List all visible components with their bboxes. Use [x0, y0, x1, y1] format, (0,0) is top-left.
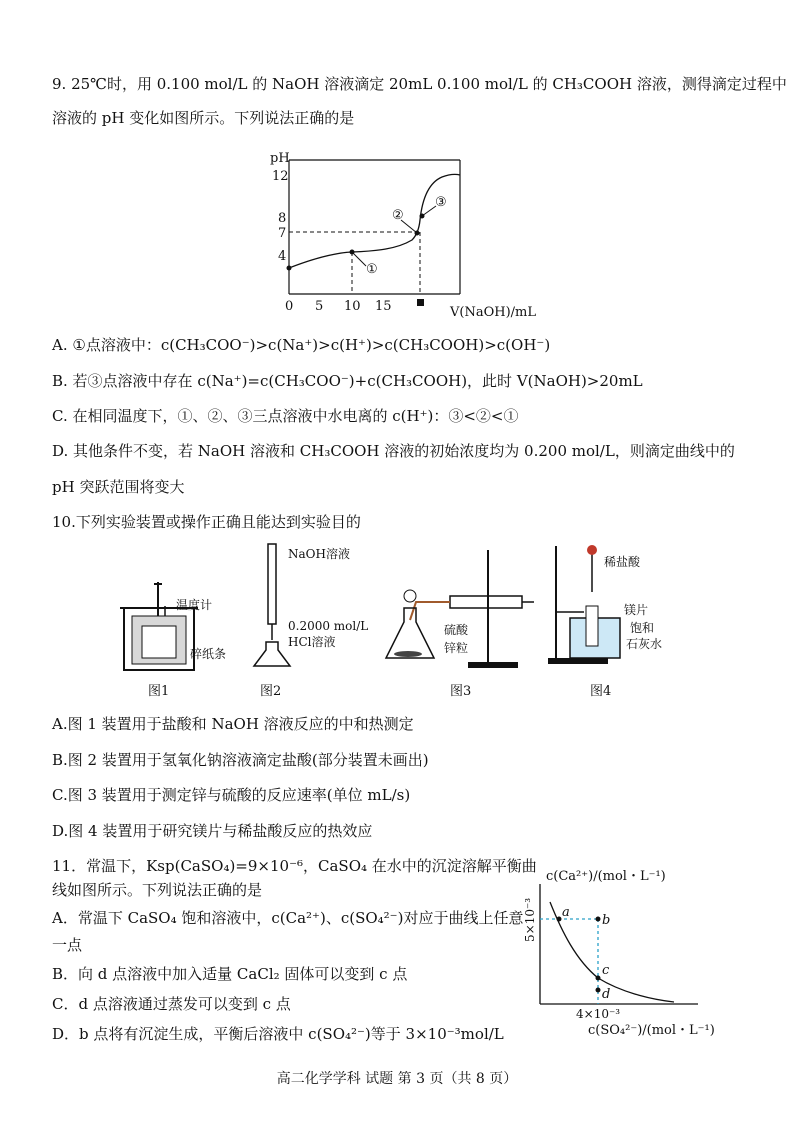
q10-option-c: C.图 3 装置用于测定锌与硫酸的反应速率(单位 mL/s): [52, 786, 411, 804]
q11-label-c: c: [602, 963, 610, 978]
q10-option-b: B.图 2 装置用于氢氧化钠溶液滴定盐酸(部分装置未画出): [52, 751, 429, 769]
q9-label-1: ①: [366, 262, 378, 277]
q11-stem-line1: 11．常温下，Ksp(CaSO₄)=9×10⁻⁶，CaSO₄ 在水中的沉淀溶解平衡曲: [52, 857, 537, 875]
q11-option-a-line1: A．常温下 CaSO₄ 饱和溶液中，c(Ca²⁺)、c(SO₄²⁻)对应于曲线上任意: [52, 909, 524, 927]
q11-label-b: b: [602, 913, 611, 928]
q9-x-tick-15: 15: [375, 299, 392, 314]
q11-label-d: d: [602, 987, 611, 1002]
fig3-label-acid: 硫酸: [444, 623, 469, 637]
q10-stem: 10.下列实验装置或操作正确且能达到实验目的: [52, 513, 361, 531]
fig1-label-paper: 碎纸条: [190, 647, 227, 661]
q9-y-tick-12: 12: [272, 169, 289, 184]
q9-y-axis-label: pH: [270, 151, 290, 166]
q10-option-d: D.图 4 装置用于研究镁片与稀盐酸反应的热效应: [52, 822, 373, 840]
fig4-label-sat2: 石灰水: [626, 637, 663, 651]
q11-option-c: C．d 点溶液通过蒸发可以变到 c 点: [52, 995, 291, 1013]
q11-stem-line2: 线如图所示。下列说法正确的是: [52, 881, 263, 899]
q9-titration-chart: [262, 146, 542, 324]
fig3-rate-apparatus: [386, 550, 534, 699]
q9-label-2: ②: [392, 208, 404, 223]
q11-point-c: [596, 976, 601, 981]
fig4-label-sat1: 饱和: [630, 621, 655, 635]
q9-option-d-line2: pH 突跃范围将变大: [52, 478, 185, 496]
page-footer: 高二化学学科 试题 第 3 页（共 8 页）: [276, 1071, 518, 1087]
fig2-label-naoh: NaOH溶液: [288, 547, 350, 561]
q9-label-3: ③: [435, 195, 447, 210]
q11-point-b: [596, 917, 601, 922]
fig2-caption: 图2: [260, 684, 282, 699]
q9-y-tick-8: 8: [278, 211, 287, 226]
q9-leader-3: [422, 206, 436, 216]
q11-point-d: [596, 988, 601, 993]
q11-option-b: B．向 d 点溶液中加入适量 CaCl₂ 固体可以变到 c 点: [52, 965, 408, 983]
fig4-label-hcl: 稀盐酸: [604, 555, 641, 569]
q9-titration-curve: [289, 174, 460, 268]
q9-leader-1: [352, 252, 366, 266]
fig2-label-conc: 0.2000 mol/L: [288, 619, 369, 633]
q11-y-tick: 5×10⁻³: [523, 897, 537, 942]
q9-option-c: C. 在相同温度下，①、②、③三点溶液中水电离的 c(H⁺)：③<②<①: [52, 407, 519, 425]
q10-option-a: A.图 1 装置用于盐酸和 NaOH 溶液反应的中和热测定: [52, 715, 414, 733]
q9-option-a: A. ①点溶液中：c(CH₃COO⁻)>c(Na⁺)>c(H⁺)>c(CH₃COOH)>c(OH⁻): [52, 336, 551, 354]
fig2-label-hcl: HCl溶液: [288, 635, 336, 649]
q11-solubility-chart: [506, 862, 730, 1042]
q9-option-b: B. 若③点溶液中存在 c(Na⁺)=c(CH₃COO⁻)+c(CH₃COOH)，此时 V(NaOH)>20mL: [52, 372, 643, 390]
fig4-label-mg: 镁片: [624, 603, 649, 617]
q9-y-tick-4: 4: [278, 249, 287, 264]
fig4-caption: 图4: [590, 684, 612, 699]
q9-y-tick-7: 7: [278, 226, 287, 241]
q9-x-tick-10: 10: [344, 299, 361, 314]
fig3-caption: 图3: [450, 684, 472, 699]
fig1-caption: 图1: [148, 684, 170, 699]
q11-x-axis-label: c(SO₄²⁻)/(mol・L⁻¹): [588, 1023, 715, 1038]
q11-option-a-line2: 一点: [52, 936, 83, 954]
q9-stem-line1: 9. 25℃时，用 0.100 mol/L 的 NaOH 溶液滴定 20mL 0.100 mol/L 的 CH₃COOH 溶液，测得滴定过程中: [52, 75, 787, 93]
q9-x-tick-5: 5: [315, 299, 324, 314]
q9-stem-line2: 溶液的 pH 变化如图所示。下列说法正确的是: [52, 109, 355, 127]
q9-x-tick-0: 0: [285, 299, 294, 314]
q11-option-d: D．b 点将有沉淀生成，平衡后溶液中 c(SO₄²⁻)等于 3×10⁻³mol/L: [52, 1025, 504, 1043]
q11-x-tick: 4×10⁻³: [576, 1007, 621, 1021]
q11-y-axis-label: c(Ca²⁺)/(mol・L⁻¹): [546, 869, 666, 884]
q9-x-mark-square: [417, 299, 424, 306]
q11-label-a: a: [562, 905, 570, 920]
fig1-label-thermometer: 温度计: [176, 598, 213, 612]
q11-point-a: [557, 917, 562, 922]
q9-x-axis-label: V(NaOH)/mL: [450, 305, 536, 320]
fig1-calorimeter: [120, 582, 226, 699]
fig3-label-zinc: 锌粒: [444, 641, 469, 655]
q9-option-d-line1: D. 其他条件不变，若 NaOH 溶液和 CH₃COOH 溶液的初始浓度均为 0.200 mol/L，则滴定曲线中的: [52, 442, 735, 460]
fig4-heat-effect: [548, 545, 662, 699]
q9-point-start: [287, 266, 292, 271]
q10-apparatus-figures: [110, 538, 690, 700]
fig2-titration: [254, 544, 368, 699]
